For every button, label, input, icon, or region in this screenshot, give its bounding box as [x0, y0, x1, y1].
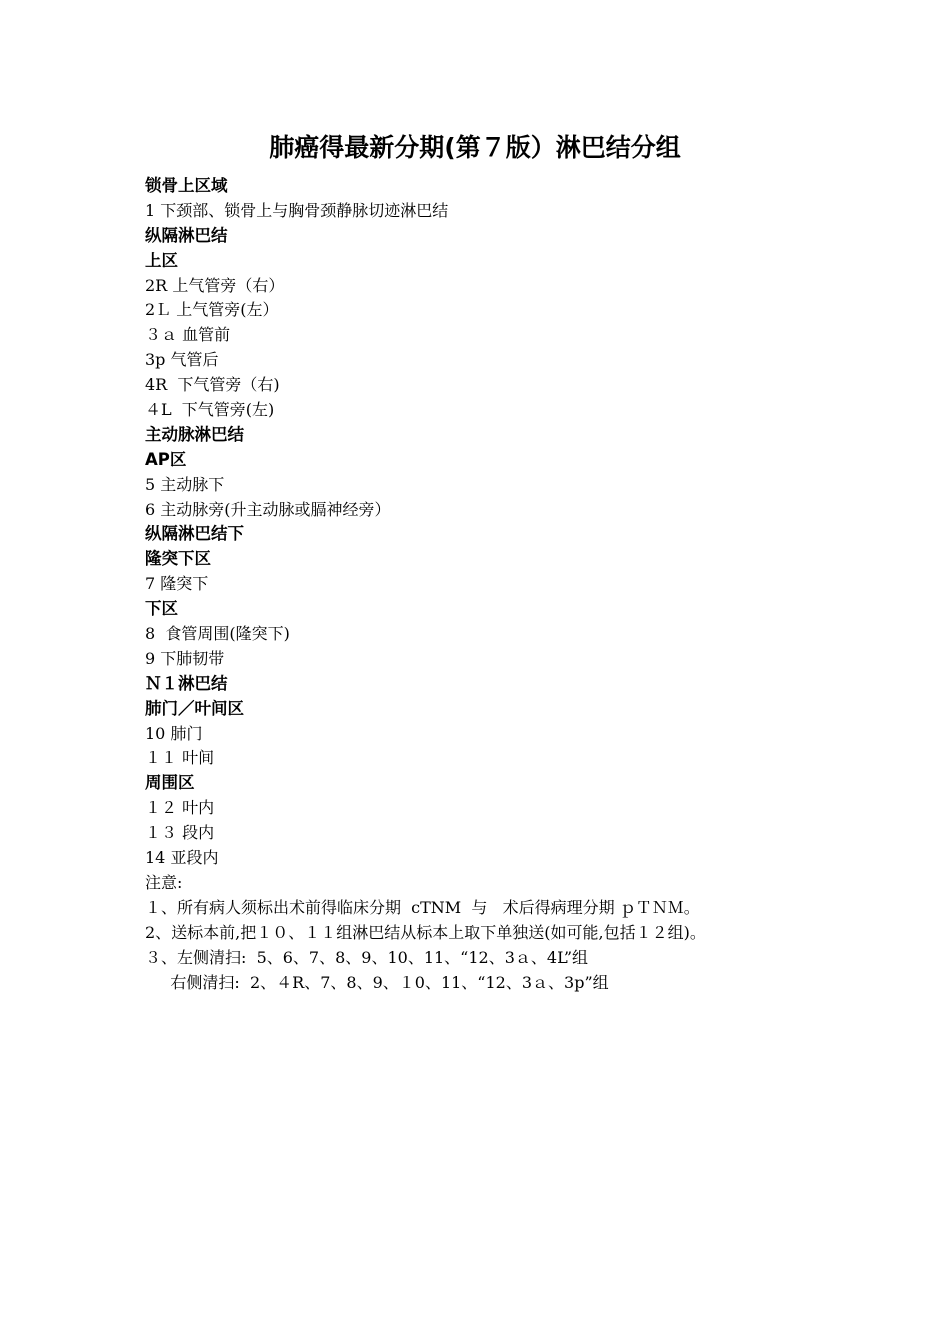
text-line: 14 亚段内 [145, 848, 219, 868]
text-line: 2Ｌ 上气管旁(左） [145, 300, 279, 320]
text-line: 8 食管周围(隆突下) [145, 624, 290, 644]
text-line: １３ 段内 [145, 823, 215, 843]
text-line: １２ 叶内 [145, 798, 215, 818]
text-line: 1 下颈部、锁骨上与胸骨颈静脉切迹淋巴结 [145, 200, 449, 220]
document-body [145, 174, 865, 995]
text-line: 右侧清扫: 2、４R、7、8、9、１0、11、“12、3ａ、3p”组 [145, 972, 609, 992]
text-line: 4R 下气管旁（右) [145, 375, 280, 395]
section-heading: 锁骨上区域 [145, 176, 228, 195]
section-heading: 下区 [145, 599, 178, 619]
text-line: ４L 下气管旁(左) [145, 400, 275, 420]
section-heading: 纵隔淋巴结 [145, 225, 228, 245]
text-line: 6 主动脉旁(升主动脉或膈神经旁） [145, 499, 391, 519]
text-line: 9 下肺韧带 [145, 648, 225, 668]
section-heading: 周围区 [145, 773, 195, 793]
section-heading: 隆突下区 [145, 549, 211, 569]
text-line: ３ａ 血管前 [145, 325, 231, 345]
section-heading: 纵隔淋巴结下 [145, 524, 244, 544]
text-line: ３、左侧清扫: 5、6、7、8、9、10、11、“12、3ａ、4L”组 [145, 947, 589, 967]
document-title: 肺癌得最新分期(第７版）淋巴结分组 [269, 133, 681, 162]
text-line: 5 主动脉下 [145, 474, 225, 494]
section-heading: 主动脉淋巴结 [145, 424, 244, 444]
section-heading: 肺门／叶间区 [145, 698, 244, 718]
section-heading: AP区 [145, 449, 187, 469]
text-line: 10 肺门 [145, 723, 203, 743]
text-line: 注意: [145, 872, 183, 892]
section-heading: Ｎ１淋巴结 [145, 673, 228, 693]
text-line: 3p 气管后 [145, 350, 219, 370]
text-line: 2、送标本前,把１０、１１组淋巴结从标本上取下单独送(如可能,包括１２组)。 [145, 922, 706, 942]
text-line: １１ 叶间 [145, 748, 215, 768]
text-line: １、所有病人须标出术前得临床分期 cTNM 与 术后得病理分期 ｐＴＮＭ。 [145, 897, 700, 917]
text-line: 2R 上气管旁（右） [145, 275, 285, 295]
section-heading: 上区 [145, 250, 178, 270]
text-line: 7 隆突下 [145, 574, 209, 594]
